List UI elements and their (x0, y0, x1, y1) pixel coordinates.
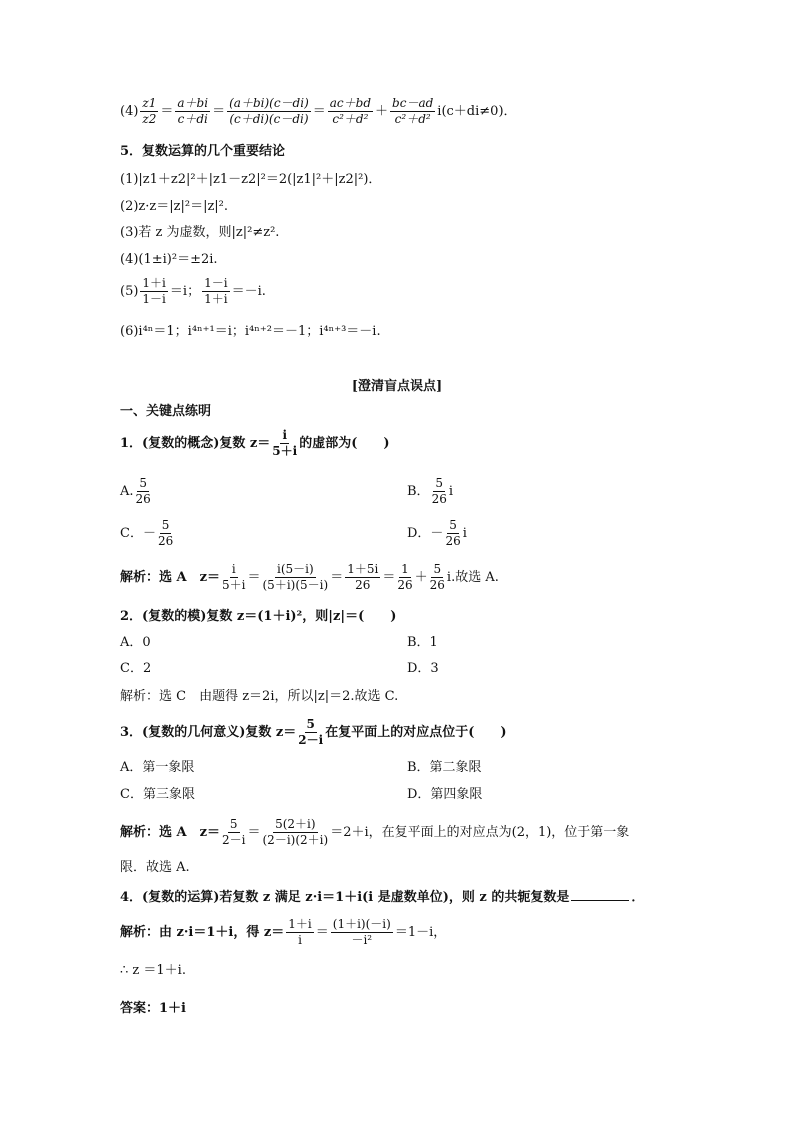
fraction: $\frac{5}{26}$ (429, 562, 445, 592)
fraction: $\frac{a+bi}{c+di}$ (177, 96, 209, 126)
fraction: $\frac{1-i}{1+i}$ (204, 276, 228, 306)
question-3-stem: 3．(复数的几何意义)复数 z＝ $\frac{5}{2-i}$ 在复平面上的对应点位于( ) (120, 717, 507, 747)
center-title: [澄清盲点误点] (351, 379, 443, 394)
question-3-option-c: C．第三象限 (120, 787, 195, 802)
question-4-solution: 解析：由 z·i＝1＋i，得 z＝ $\frac{1+i}{i}$ ＝ $\frac{(1+i)(-i)}{\text{－i²}}$ ＝1－i， (120, 917, 447, 947)
question-1-option-d: D．－ $\frac{5}{26}$ i (407, 518, 467, 548)
fraction: $\frac{1+i}{i}$ (288, 917, 312, 947)
question-4-stem: 4．(复数的运算)若复数 z 满足 z·i＝1＋i(i 是虚数单位)，则 z 的共轭复数是 ． (120, 890, 645, 905)
part-heading: 一、关键点练明 (120, 404, 212, 419)
fraction: $\frac{5(2+i)}{(2-i)(2+i)}$ (262, 817, 329, 847)
fraction: $\frac{5}{26}$ (135, 476, 151, 506)
question-4-therefore: ∴ z ＝1＋i. (120, 963, 186, 978)
question-2-stem: 2．(复数的模)复数 z＝(1＋i)²，则|z|＝( ) (120, 609, 397, 624)
fraction: $\frac{5}{26}$ (445, 518, 461, 548)
question-1-solution: 解析：选 A z＝ $\frac{i}{5+i}$ ＝ $\frac{i(5-i)}{(5+i)(5-i)}$ ＝ $\frac{1+5i}{26}$ ＝ $\frac{1}{26}$ ＋ $\frac{5}{26}$ i.故选 A. (120, 562, 499, 592)
conclusion-3: (3)若 z 为虚数，则|z|²≠z². (120, 225, 280, 240)
section-heading: 5．复数运算的几个重要结论 (120, 144, 286, 159)
question-4-answer: 答案：1＋i (120, 1001, 186, 1016)
fraction: $\frac{ac+bd}{\text{c²＋d²}}$ (329, 96, 372, 126)
fraction: $\frac{5}{2-i}$ (298, 717, 324, 747)
question-2-option-a: A．0 (120, 635, 151, 650)
question-1-option-b: B． $\frac{5}{26}$ i (407, 476, 454, 506)
fraction: $\frac{(a+bi)(c-di)}{(c+di)(c-di)}$ (229, 96, 309, 126)
question-3-option-a: A．第一象限 (120, 760, 195, 775)
conclusion-6: (6)i⁴ⁿ＝1；i⁴ⁿ⁺¹＝i；i⁴ⁿ⁺²＝－1；i⁴ⁿ⁺³＝－i. (120, 324, 381, 339)
fraction: $\frac{i}{5+i}$ (222, 562, 246, 592)
question-3-option-b: B．第二象限 (407, 760, 482, 775)
fraction: $\frac{5}{2-i}$ (222, 817, 246, 847)
question-1-stem: 1．(复数的概念)复数 z＝ $\frac{i}{5+i}$ 的虚部为( ) (120, 428, 390, 458)
question-3-solution: 解析：选 A z＝ $\frac{5}{2-i}$ ＝ $\frac{5(2+i)}{(2-i)(2+i)}$ ＝2＋i，在复平面上的对应点为(2，1)，位于第一象 (120, 817, 630, 847)
fraction: $\frac{i}{5+i}$ (272, 428, 298, 458)
question-2-option-d: D．3 (407, 661, 439, 676)
question-3-solution-cont: 限．故选 A. (120, 860, 190, 875)
question-2-option-c: C．2 (120, 661, 152, 676)
fraction: $\frac{z1}{z2}$ (142, 96, 157, 126)
fraction: $\frac{5}{26}$ (157, 518, 174, 548)
question-1-option-c: C．－ $\frac{5}{26}$ (120, 518, 174, 548)
answer-blank (571, 888, 629, 901)
question-1-option-a: A. $\frac{5}{26}$ (120, 476, 151, 506)
fraction: $\frac{1}{26}$ (397, 562, 413, 592)
fraction: $\frac{(1+i)(-i)}{\text{－i²}}$ (332, 917, 391, 947)
question-2-solution: 解析：选 C 由题得 z＝2i，所以|z|＝2.故选 C. (120, 689, 399, 704)
fraction: $\frac{1+5i}{26}$ (347, 562, 379, 592)
fraction: $\frac{5}{26}$ (431, 476, 447, 506)
conclusion-4: (4)(1±i)²＝±2i. (120, 252, 218, 267)
question-2-option-b: B．1 (407, 635, 438, 650)
division-formula: (4) $\frac{z1}{z2}$ ＝ $\frac{a+bi}{c+di}$ ＝ $\frac{(a+bi)(c-di)}{(c+di)(c-di)}$ ＝ $\frac{ac+bd}{\text{c²＋d²}}$ ＋ $\frac{bc-ad}{\text{c²＋d²}}$ i(c＋di≠0)． (120, 96, 517, 126)
conclusion-2: (2)z·z＝|z|²＝|z|². (120, 199, 229, 214)
fraction: $\frac{i(5-i)}{(5+i)(5-i)}$ (262, 562, 329, 592)
conclusion-5: (5) $\frac{1+i}{1-i}$ ＝i； $\frac{1-i}{1+i}$ ＝－i. (120, 276, 266, 306)
conclusion-1: (1)|z1＋z2|²＋|z1－z2|²＝2(|z1|²＋|z2|²)． (120, 172, 382, 187)
fraction: $\frac{1+i}{1-i}$ (142, 276, 166, 306)
question-3-option-d: D．第四象限 (407, 787, 483, 802)
fraction: $\frac{bc-ad}{\text{c²＋d²}}$ (392, 96, 434, 126)
